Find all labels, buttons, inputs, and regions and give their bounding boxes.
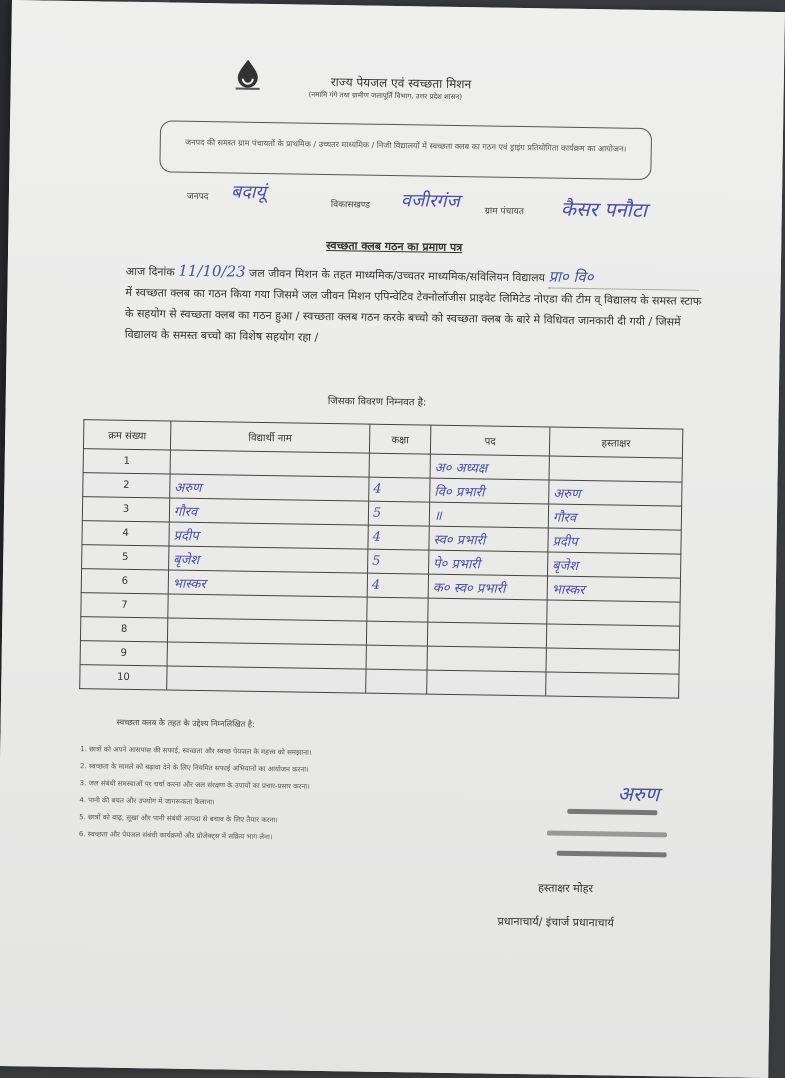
row-serial: 10	[80, 665, 167, 690]
row-serial: 2	[83, 473, 170, 498]
panchayat-value: कैसर पनौटा	[560, 196, 648, 223]
row-sign	[546, 648, 679, 674]
mission-logo-icon	[233, 57, 264, 91]
header-signature: हस्ताक्षर	[549, 427, 682, 458]
row-sign: गौरव	[548, 504, 681, 530]
row-name	[167, 642, 366, 669]
row-name: प्रदीप	[169, 522, 368, 549]
signature-stamp-area	[546, 779, 687, 871]
row-post: अ० अध्यक्ष	[430, 454, 549, 480]
row-sign: प्रदीप	[548, 528, 681, 554]
row-class	[367, 597, 428, 622]
date-value: 11/10/23	[178, 261, 246, 281]
row-sign	[549, 456, 682, 482]
row-post: वि० प्रभारी	[430, 478, 549, 504]
header-serial: क्रम संख्या	[83, 420, 170, 450]
row-name	[168, 594, 367, 621]
row-name	[167, 618, 366, 645]
objectives-list	[79, 741, 312, 847]
certificate-title: स्वच्छता क्लब गठन का प्रमाण पत्र	[326, 238, 463, 255]
objective-item: 1. छात्रों को अपने आसपास की सफाई, स्वच्छता और स्वच्छ पेयजल के महत्त्व को समझाना।	[80, 745, 312, 757]
row-class: 5	[368, 501, 429, 526]
row-serial: 3	[82, 497, 169, 522]
row-class	[366, 621, 427, 646]
school-value: प्रा० वि०	[548, 266, 698, 290]
intro-prefix: आज दिनांक	[125, 264, 175, 279]
row-serial: 4	[82, 521, 169, 546]
stamp-mark	[567, 809, 657, 815]
row-name: अरुण	[170, 474, 369, 501]
program-box	[159, 120, 652, 180]
row-serial: 8	[80, 617, 167, 642]
objective-item: 4. पानी की बचत और उपयोग में जागरूकता फैलाना।	[79, 796, 215, 807]
handwritten-signature: अरुण	[617, 781, 660, 807]
row-post: पे० प्रभारी	[429, 550, 548, 576]
row-post	[427, 646, 546, 672]
district-label: जनपद	[186, 191, 209, 203]
row-sign	[546, 624, 679, 650]
objective-item: 6. स्वच्छता और पेयजल संबंधी कार्यक्रमों और प्रोजेक्ट्स में सक्रिय भाग लेना।	[78, 830, 273, 842]
row-name	[170, 450, 369, 477]
row-class: 4	[368, 525, 429, 550]
row-post: ॥	[429, 502, 548, 528]
row-class	[366, 645, 427, 670]
row-serial: 9	[80, 641, 167, 666]
row-sign: अरुण	[549, 480, 682, 506]
objective-item: 3. जल संबंधी समस्याओं पर चर्चा करना और जल संरक्षण के उपायों का प्रचार-प्रसार करना।	[79, 779, 310, 791]
stamp-mark	[547, 831, 667, 838]
panchayat-label: ग्राम पंचायत	[484, 206, 524, 218]
row-serial: 6	[81, 569, 168, 594]
district-value: बदायूं	[230, 181, 267, 204]
header-student-name: विद्यार्थी नाम	[170, 421, 369, 453]
block-label: विकासखण्ड	[330, 200, 371, 211]
certificate-paragraph	[125, 260, 704, 354]
objective-item: 2. स्वच्छता के मामले को बढ़ावा देने के लिए नियमित सफाई अभियानों का आयोजन करना।	[79, 762, 309, 774]
row-class	[369, 453, 430, 478]
student-table	[79, 419, 683, 698]
objective-item: 5. छात्रों को बाढ़, सूखा और पानी संबंधी आपदा से बचाव के लिए तैयार करना।	[79, 813, 278, 825]
details-label: जिसका विवरण निम्नवत है:	[327, 396, 427, 409]
row-post: क० स्व० प्रभारी	[428, 574, 547, 600]
row-post: स्व० प्रभारी	[429, 526, 548, 552]
seal-label: हस्ताक्षर मोहर	[538, 881, 594, 896]
row-serial: 7	[81, 593, 168, 618]
body-text: में स्वच्छता क्लब का गठन किया गया जिसमे जल जीवन मिशन एपिन्वेटिव टेक्नोलॉजीस प्राइवेट लिमिटेड नोएडा की टीम व् विद्यालय के समस्त स्टाफ के सहयोग से स्वच्छता क्लब का गठन हुआ / स्वच्छता क्लब गठन करके बच्चो को स्वच्छता क्लब के बारे मे विधिवत जानकारी दी गयी / जिसमें विद्यालय के समस्त बच्चो का विशेष सहयोग रहा /	[124, 285, 702, 344]
program-box-text: जनपद की समस्त ग्राम पंचायतों के प्राथमिक / उच्चतर माध्यमिक / निजी विद्यालयों में स्वच्छता क्लब का गठन एवं ड्राइंग प्रतियोगिता कार्यक्रम का आयोजन।	[185, 137, 627, 154]
row-post	[427, 622, 546, 648]
row-sign: बृजेश	[548, 552, 681, 578]
row-name: गौरव	[169, 498, 368, 525]
row-class	[366, 669, 427, 694]
row-name	[167, 666, 366, 693]
row-post	[427, 670, 546, 696]
stamp-mark	[557, 851, 667, 858]
row-serial: 5	[82, 545, 169, 570]
row-class: 4	[367, 573, 428, 598]
row-class: 5	[368, 549, 429, 574]
intro-suffix: जल जीवन मिशन के तहत माध्यमिक/उच्चतर माध्यमिक/सविलियन विद्यालय	[249, 266, 546, 285]
row-class: 4	[369, 477, 430, 502]
row-sign	[547, 600, 680, 626]
row-serial: 1	[83, 449, 170, 474]
block-value: वजीरगंज	[400, 190, 460, 213]
org-subtitle: (नमामि गंगे तथा ग्रामीण जलापूर्ति विभाग, उत्तर प्रदेश शासन)	[308, 90, 463, 102]
row-post	[428, 598, 547, 624]
designation-label: प्रधानाचार्य/ इंचार्ज प्रधानाचार्य	[497, 914, 614, 930]
row-name: भास्कर	[168, 570, 367, 597]
row-name: बृजेश	[169, 546, 368, 573]
objectives-heading: स्वच्छता क्लब के तहत के उद्देश्य निम्नलिखित है:	[116, 717, 255, 729]
row-sign	[546, 672, 679, 698]
header-post: पद	[430, 425, 549, 456]
org-title: राज्य पेयजल एवं स्वच्छता मिशन	[330, 75, 472, 92]
row-sign: भास्कर	[547, 576, 680, 602]
header-class: कक्षा	[369, 424, 430, 454]
